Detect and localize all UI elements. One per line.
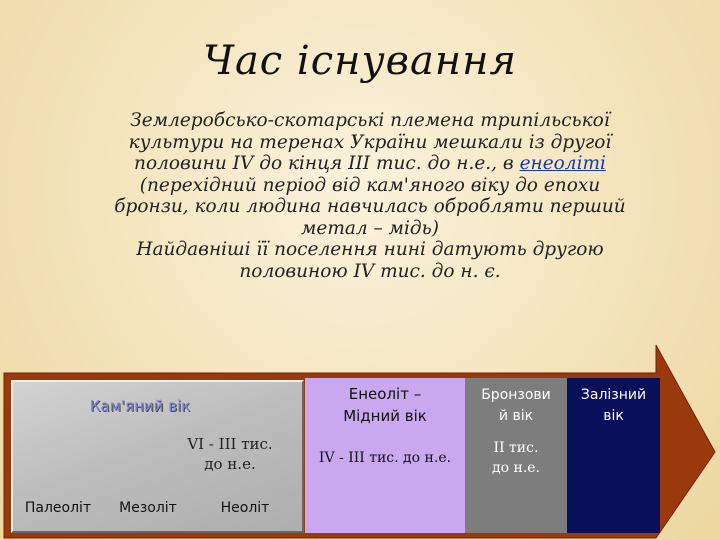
bronze-age-name — [465, 385, 567, 427]
stone-age-date-line2: до н.е. — [204, 455, 256, 473]
stone-age-label: Кам'яний вік — [89, 397, 191, 415]
iron-age-name-line2: вік — [603, 408, 624, 424]
stone-age-date — [160, 434, 300, 474]
description-part-1: Землеробсько-скотарські племена трипільської культури на теренах України мешкали із другої половини IV до кінця III тис. до н.е., в — [128, 110, 612, 174]
description-part-2: (перехідний період від кам'яного віку до епохи бронзи, коли людина навчилась обробляти перший метал – мідь) — [114, 174, 626, 239]
description-part-3: Найдавніші її поселення нині датують другою половиною IV тис. до н. є. — [136, 239, 604, 282]
bronze-age-date — [465, 438, 567, 478]
eneolithic-date: IV - III тис. до н.е. — [318, 450, 452, 466]
iron-age-name-line1: Залізний — [580, 387, 647, 403]
eneolithic-name-line2: Мідний вік — [343, 407, 427, 425]
subperiod-paleolithic: Палеоліт — [24, 500, 92, 516]
eneolithic-link[interactable]: енеоліті — [519, 153, 606, 174]
bronze-age-date-line2: до н.е. — [491, 460, 540, 476]
subperiod-neolithic: Неоліт — [220, 500, 270, 516]
stone-age-date-line1: VI - III тис. — [187, 435, 273, 453]
iron-age-name — [567, 385, 660, 427]
slide-title: Час існування — [203, 38, 517, 84]
eneolithic-name — [305, 383, 465, 427]
subperiod-mesolithic: Мезоліт — [119, 500, 177, 516]
eneolithic-name-line1: Енеоліт – — [348, 385, 422, 403]
bronze-age-name-line1: Бронзови — [481, 387, 551, 403]
bronze-age-name-line2: й вік — [498, 408, 534, 424]
bronze-age-date-line1: II тис. — [493, 440, 539, 456]
